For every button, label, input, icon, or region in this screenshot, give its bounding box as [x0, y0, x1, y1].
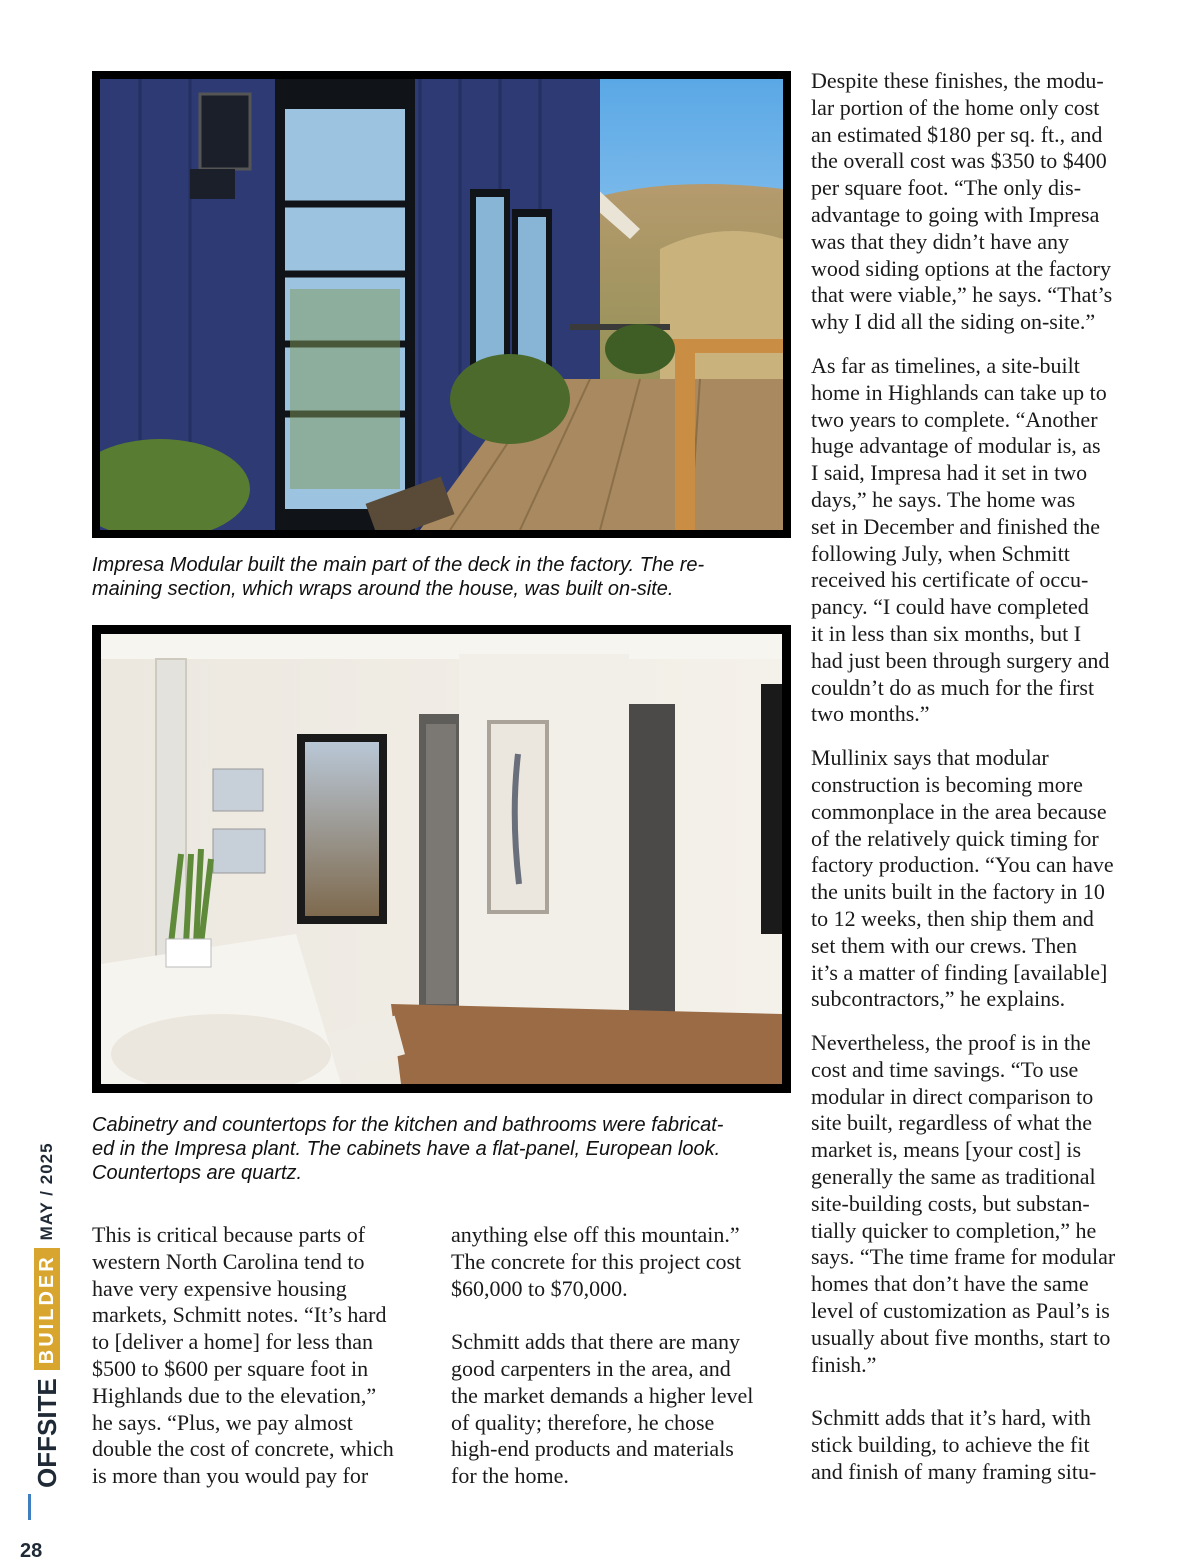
text-line: and finish of many framing situ- [811, 1458, 1097, 1484]
text-line: Despite these finishes, the modu- [811, 68, 1104, 93]
text-line: generally the same as traditional [811, 1164, 1096, 1190]
text-line: for the home. [451, 1463, 569, 1489]
right-paragraph-4 [811, 1030, 1191, 1378]
right-paragraph-2 [811, 353, 1191, 728]
deck-photo-image [100, 79, 783, 530]
text-line: anything else off this mountain.” [451, 1222, 740, 1247]
text-line: following July, when Schmitt [811, 540, 1070, 566]
middle-paragraph-1 [451, 1222, 796, 1302]
text-line: site built, regardless of what the [811, 1110, 1093, 1136]
text-line: modular in direct comparison to [811, 1083, 1094, 1109]
brand-offsite: OFFSITE [32, 1378, 62, 1488]
text-line: home in Highlands can take up to [811, 379, 1107, 405]
text-line: The concrete for this project cost [451, 1248, 742, 1274]
text-line: western North Carolina tend to [92, 1248, 365, 1274]
text-line: that were viable,” he says. “That’s [811, 282, 1113, 308]
text-line: to 12 weeks, then ship them and [811, 905, 1094, 931]
text-line: per square foot. “The only dis- [811, 175, 1082, 201]
text-line: tially quicker to completion,” he [811, 1217, 1097, 1243]
text-line: usually about five months, start to [811, 1324, 1111, 1350]
text-line: $500 to $600 per square foot in [92, 1355, 369, 1381]
text-line: couldn’t do as much for the first [811, 674, 1095, 700]
text-line: huge advantage of modular is, as [811, 433, 1101, 459]
text-line: cost and time savings. “To use [811, 1056, 1079, 1082]
text-line: I said, Impresa had it set in two [811, 460, 1088, 486]
text-line: was that they didn’t have any [811, 228, 1070, 254]
text-line: construction is becoming more [811, 771, 1083, 797]
text-line: homes that don’t have the same [811, 1271, 1089, 1297]
text-line: Schmitt adds that there are many [451, 1329, 740, 1355]
left-paragraph [92, 1222, 437, 1490]
deck-photo [92, 71, 791, 538]
text-line: market is, means [your cost] is [811, 1137, 1082, 1163]
body-column-left [92, 1222, 437, 1490]
deck-caption-line2: maining section, which wraps around the house, was built on-site. [92, 578, 674, 600]
text-line: commonplace in the area because [811, 798, 1107, 824]
body-column-middle [451, 1222, 796, 1490]
text-line: to [deliver a home] for less than [92, 1329, 374, 1355]
right-paragraph-1 [811, 68, 1191, 336]
text-line: level of customization as Paul’s is [811, 1298, 1110, 1324]
text-line: why I did all the siding on-site.” [811, 309, 1096, 335]
middle-paragraph-2 [451, 1329, 796, 1490]
text-line: Schmitt adds that it’s hard, with [811, 1405, 1091, 1431]
text-line: set them with our crews. Then [811, 932, 1077, 958]
text-line: says. “The time frame for modular [811, 1244, 1116, 1270]
bathroom-photo-image [101, 634, 782, 1084]
cabinet-caption-line2: ed in the Impresa plant. The cabinets have a flat-panel, European look. [92, 1138, 721, 1160]
body-column-right [811, 68, 1191, 1486]
text-line: have very expensive housing [92, 1275, 347, 1301]
text-line: of the relatively quick timing for [811, 825, 1099, 851]
text-line: finish.” [811, 1351, 877, 1377]
text-line: lar portion of the home only cost [811, 94, 1100, 120]
right-paragraph-3 [811, 745, 1191, 1013]
magazine-sidebar [12, 1142, 62, 1488]
text-line: it in less than six months, but I [811, 620, 1082, 646]
deck-caption-line1: Impresa Modular built the main part of the deck in the factory. The re- [92, 554, 705, 576]
text-line: advantage to going with Impresa [811, 201, 1100, 227]
text-line: Mullinix says that modular [811, 745, 1049, 771]
text-line: he says. “Plus, we pay almost [92, 1409, 353, 1435]
text-line: Nevertheless, the proof is in the [811, 1030, 1091, 1056]
text-line: site-building costs, but substan- [811, 1190, 1090, 1216]
text-line: it’s a matter of finding [available] [811, 959, 1108, 985]
brand-builder: BUILDER [34, 1248, 60, 1370]
text-line: the market demands a higher level [451, 1382, 754, 1408]
cabinet-caption-line3: Countertops are quartz. [92, 1162, 303, 1184]
text-line: received his certificate of occu- [811, 567, 1089, 593]
text-line: high-end products and materials [451, 1436, 734, 1462]
page-number: 28 [20, 1540, 43, 1562]
text-line: markets, Schmitt notes. “It’s hard [92, 1302, 387, 1328]
cabinet-photo-caption [92, 1113, 792, 1185]
text-line: days,” he says. The home was [811, 486, 1076, 512]
text-line: set in December and finished the [811, 513, 1100, 539]
right-paragraph-5 [811, 1405, 1191, 1485]
text-line: an estimated $180 per sq. ft., and [811, 121, 1103, 147]
text-line: two months.” [811, 701, 930, 727]
text-line: This is critical because parts of [92, 1222, 366, 1247]
sidebar-branding [32, 1142, 62, 1488]
text-line: the overall cost was $350 to $400 [811, 148, 1107, 174]
sidebar-accent-bar [28, 1494, 31, 1520]
deck-photo-caption [92, 553, 792, 601]
bathroom-photo [92, 625, 791, 1093]
cabinet-caption-line1: Cabinetry and countertops for the kitchen and bathrooms were fabricat- [92, 1114, 724, 1136]
text-line: double the cost of concrete, which [92, 1436, 394, 1462]
text-line: the units built in the factory in 10 [811, 879, 1105, 905]
text-line: wood siding options at the factory [811, 255, 1112, 281]
text-line: of quality; therefore, he chose [451, 1409, 715, 1435]
text-line: had just been through surgery and [811, 647, 1110, 673]
text-line: As far as timelines, a site-built [811, 352, 1080, 378]
text-line: good carpenters in the area, and [451, 1355, 731, 1381]
text-line: subcontractors,” he explains. [811, 986, 1066, 1012]
issue-date: MAY / 2025 [37, 1142, 56, 1241]
text-line: stick building, to achieve the fit [811, 1432, 1090, 1458]
text-line: pancy. “I could have completed [811, 594, 1089, 620]
text-line: two years to complete. “Another [811, 406, 1098, 432]
text-line: factory production. “You can have [811, 852, 1114, 878]
text-line: Highlands due to the elevation,” [92, 1382, 377, 1408]
text-line: is more than you would pay for [92, 1463, 369, 1489]
text-line: $60,000 to $70,000. [451, 1275, 628, 1301]
